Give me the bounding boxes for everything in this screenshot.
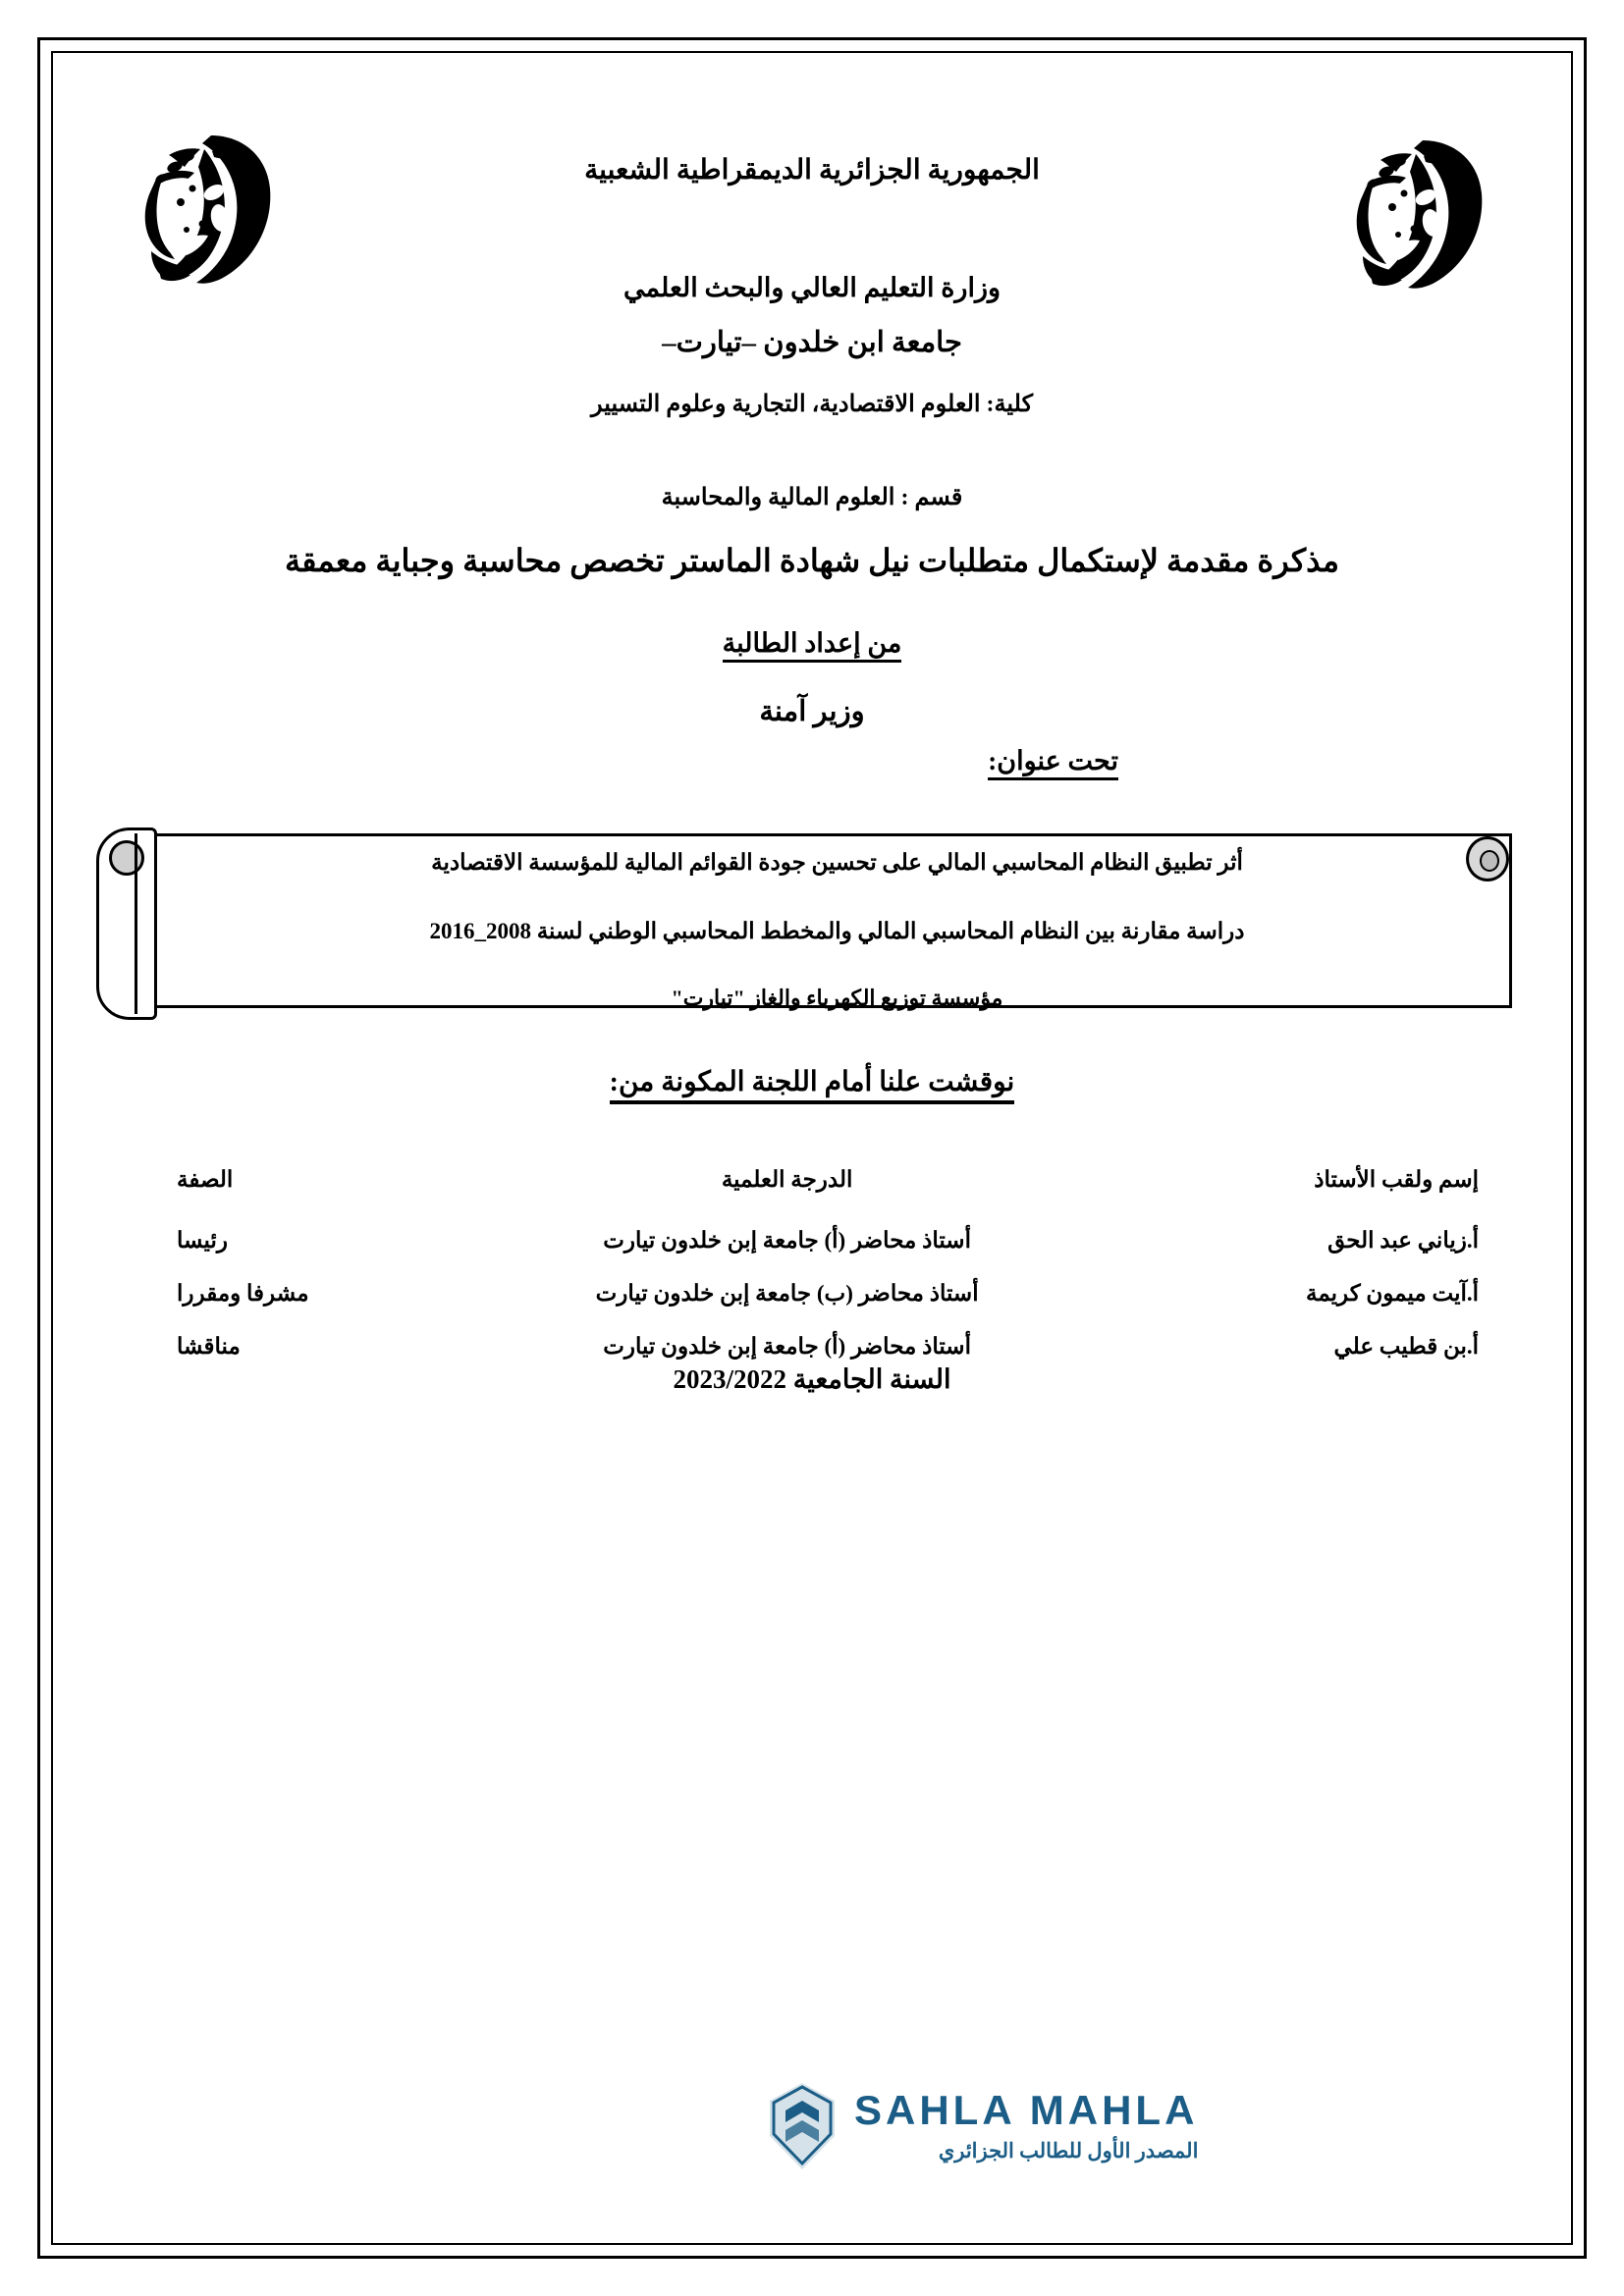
jury-column-role: الصفة: [177, 1167, 234, 1192]
jury-member-name: أ.زياني عبد الحق: [1327, 1228, 1479, 1253]
department-line: قسم : العلوم المالية والمحاسبة: [661, 485, 963, 511]
watermark-subtitle: المصدر الأول للطالب الجزائري: [938, 2138, 1199, 2163]
jury-member-degree: أستاذ محاضر (أ) جامعة إبن خلدون تيارت: [603, 1334, 971, 1359]
prepared-by-text: من إعداد الطالبة: [723, 628, 902, 663]
thesis-title-line-3: مؤسسة توزيع الكهرباء والغاز "تيارت": [671, 986, 1003, 1011]
faculty-line: كلية: العلوم الاقتصادية، التجارية وعلوم التسيير: [590, 392, 1034, 418]
jury-member-role: مشرفا ومقررا: [177, 1281, 309, 1306]
jury-heading-text: نوقشت علنا أمام اللجنة المكونة من:: [610, 1067, 1015, 1104]
republic-line: الجمهورية الجزائرية الديمقراطية الشعبية: [584, 155, 1040, 186]
sahla-mahla-logo-icon: [766, 2081, 839, 2171]
thesis-title-lines: [187, 849, 1488, 1012]
jury-member-name: أ.بن قطيب علي: [1333, 1334, 1479, 1359]
jury-member-degree: أستاذ محاضر (ب) جامعة إبن خلدون تيارت: [595, 1281, 979, 1306]
jury-header-row: [118, 1153, 1512, 1214]
jury-column-name: إسم ولقب الأستاذ: [1314, 1167, 1479, 1192]
jury-member-role: مناقشا: [177, 1334, 241, 1359]
jury-member-role: رئيسا: [177, 1228, 228, 1253]
jury-member-name: أ.آيت ميمون كريمة: [1305, 1281, 1479, 1306]
watermark-text: [854, 2086, 1199, 2163]
thesis-statement: مذكرة مقدمة لإستكمال متطلبات نيل شهادة الماستر تخصص محاسبة وجباية معمقة: [284, 543, 1340, 578]
jury-column-degree: الدرجة العلمية: [721, 1167, 853, 1192]
thesis-title-scroll: [79, 800, 1532, 1031]
scroll-roll-icon: [96, 828, 157, 1020]
under-title-text: تحت عنوان:: [988, 746, 1118, 780]
jury-heading: [59, 1065, 1565, 1098]
academic-year: السنة الجامعية 2023/2022: [673, 1364, 951, 1394]
thesis-title-line-2: دراسة مقارنة بين النظام المحاسبي المالي والمخطط المحاسبي الوطني لسنة 2008_2016: [429, 918, 1245, 943]
cover-page-content: [59, 59, 1565, 2237]
jury-member-degree: أستاذ محاضر (أ) جامعة إبن خلدون تيارت: [603, 1228, 971, 1253]
ministry-line: وزارة التعليم العالي والبحث العلمي: [623, 273, 1001, 303]
prepared-by-label: [59, 628, 1565, 659]
thesis-title-line-1: أثر تطبيق النظام المحاسبي المالي على تحسين جودة القوائم المالية للمؤسسة الاقتصادية: [431, 850, 1243, 875]
jury-table: [118, 1153, 1512, 1373]
table-row: [118, 1267, 1512, 1320]
table-row: [118, 1214, 1512, 1267]
watermark-title: SAHLA MAHLA: [854, 2086, 1199, 2133]
institution-header: [59, 149, 1565, 517]
sahla-mahla-watermark: [766, 2072, 1492, 2180]
university-line: جامعة ابن خلدون –تيارت–: [662, 327, 962, 359]
student-name: وزير آمنة: [759, 696, 865, 727]
under-title-label: [988, 746, 1118, 776]
